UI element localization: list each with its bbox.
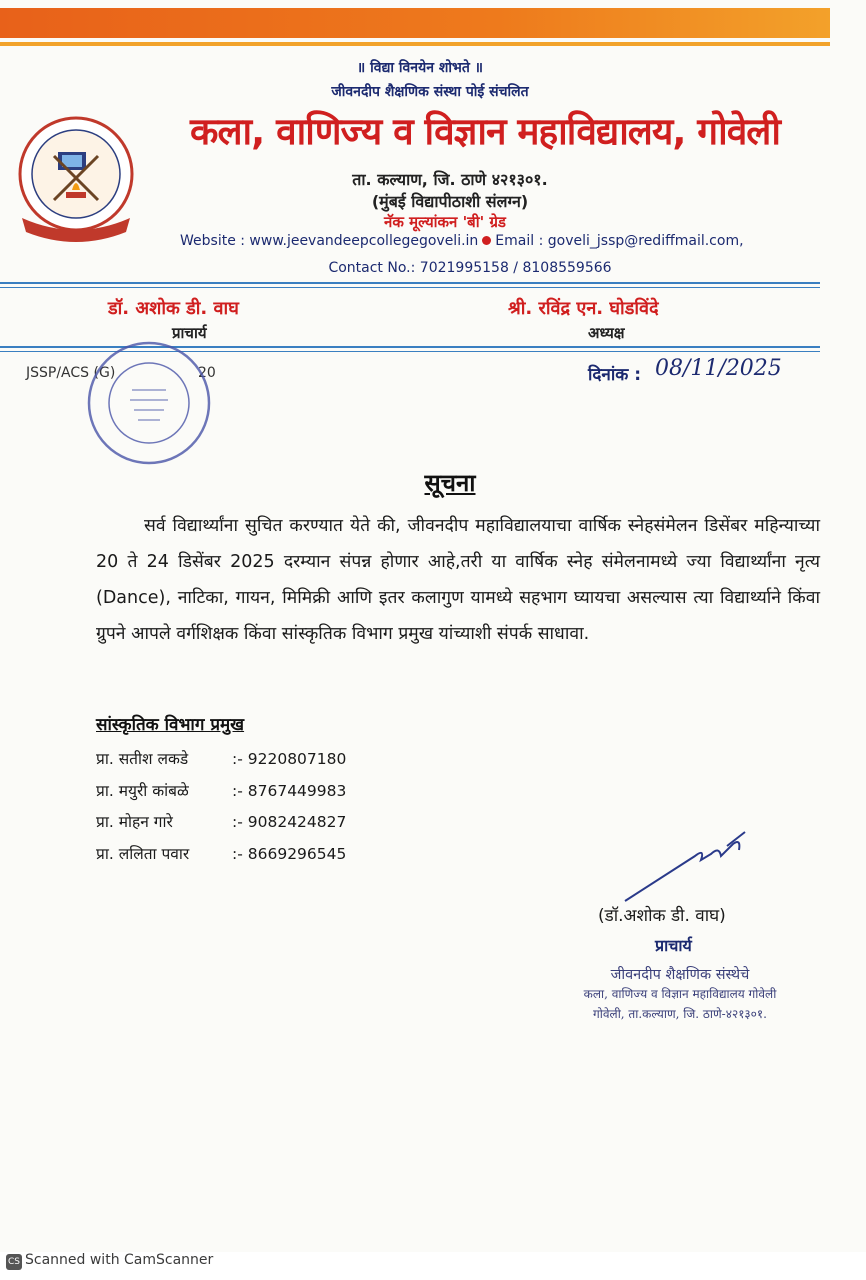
signatory-name: (डॉ.अशोक डी. वाघ) [598,906,726,926]
handwritten-signature-icon [615,826,765,906]
contact-numbers: Contact No.: 7021995158 / 8108559566 [328,260,612,276]
naac-grade: नॅक मूल्यांकन 'बी' ग्रेड [384,213,506,231]
college-address: ता. कल्याण, जि. ठाणे ४२१३०१. [352,170,548,189]
parent-organization: जीवनदीप शैक्षणिक संस्था पोई संचलित [331,84,529,100]
president-name: श्री. रविंद्र एन. घोडविंदे [508,298,659,319]
contact-phone: :- 9082424827 [232,813,347,831]
college-stamp-icon [84,338,214,468]
list-item [96,744,346,776]
camscanner-icon: CS [6,1254,22,1270]
scanner-watermark [6,1252,213,1270]
signatory-stamp-line2: कला, वाणिज्य व विज्ञान महाविद्यालय गोवेली [583,987,777,1001]
signatory-role: प्राचार्य [655,936,692,955]
list-item [96,839,346,871]
reference-year: 20 [198,365,216,381]
notice-title: सूचना [424,469,476,497]
contact-name: प्रा. सतीश लकडे [96,750,189,768]
bullet-icon [482,236,491,245]
website-text: Website : www.jeevandeepcollegegoveli.in [180,233,479,249]
email-text: Email : goveli_jssp@rediffmail.com, [495,233,744,249]
list-item [96,776,346,808]
header-orange-band [0,8,830,38]
department-contacts [96,744,346,870]
signatory-stamp-line3: गोवेली, ता.कल्याण, जि. ठाणे-४२१३०१. [593,1007,767,1021]
reference-number: JSSP/ACS (G) [26,365,116,381]
notice-body: सर्व विद्यार्थ्यांना सुचित करण्यात येते की, जीवनदीप महाविद्यालयाचा वार्षिक स्नेहसंमेलन डिसेंबर महिन्याच्या 20 ते 24 डिसेंबर 2025 दरम्यान संपन्न होणार आहे,तरी या वार्षिक स्नेह संमेलनामध्ये ज्या विद्यार्थ्यांना नृत्य (Dance), नाटिका, गायन, मिमिक्री आणि इतर कलागुण यामध्ये सहभाग घ्यायचा असल्यास त्या विद्यार्थ्याने किंवा ग्रुपने आपले वर्गशिक्षक किंवा सांस्कृतिक विभाग प्रमुख यांच्याशी संपर्क साधावा. [96,516,820,644]
date-label: दिनांक : [588,365,642,385]
contact-phone: :- 8669296545 [232,844,347,863]
contact-phone: :- 8767449983 [232,781,347,800]
website-email-line [180,233,760,249]
date-value: 08/11/2025 [655,356,782,381]
list-item [96,807,346,839]
contact-name: प्रा. मोहन गारे [96,813,173,831]
contact-phone: :- 9220807180 [232,750,347,768]
header-divider [0,282,820,284]
college-motto: ॥ विद्या विनयेन शोभते ॥ [356,60,484,76]
department-heading: सांस्कृतिक विभाग प्रमुख [96,715,245,735]
contact-name: प्रा. मयुरी कांबळे [96,781,189,800]
college-logo-icon [14,108,138,256]
principal-role: प्राचार्य [172,324,207,342]
header-divider-thin [0,287,820,288]
scanner-text: Scanned with CamScanner [25,1252,214,1268]
president-role: अध्यक्ष [588,324,625,342]
contact-name: प्रा. ललिता पवार [96,844,190,863]
university-affiliation: (मुंबई विद्यापीठाशी संलग्न) [371,192,529,211]
principal-name: डॉ. अशोक डी. वाघ [108,298,239,319]
header-orange-stripe [0,42,830,46]
college-name: कला, वाणिज्य व विज्ञान महाविद्यालय, गोवेली [190,110,780,153]
signatory-stamp-line1: जीवनदीप शैक्षणिक संस्थेचे [610,967,750,983]
